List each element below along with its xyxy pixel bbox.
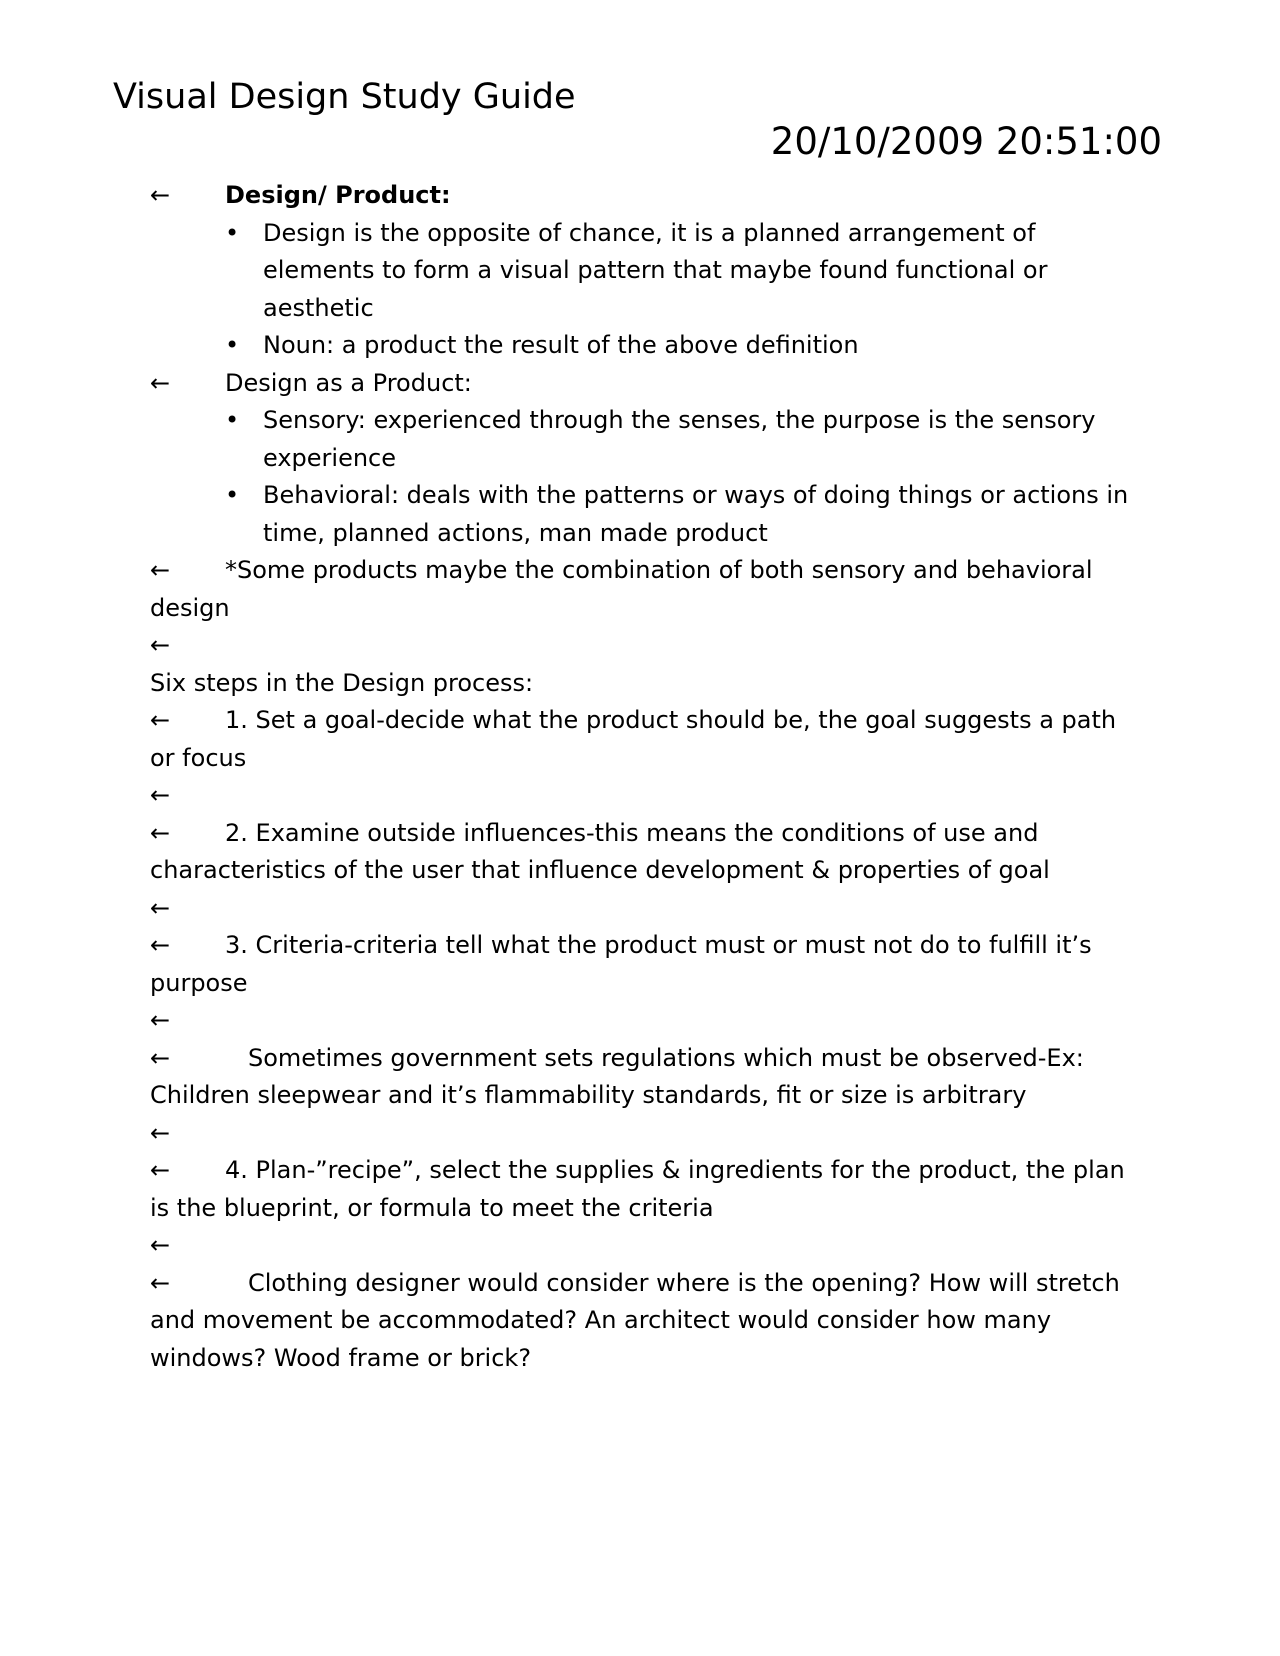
arrow-left-icon: ← xyxy=(150,1268,171,1297)
arrow-left-icon: ← xyxy=(150,631,171,659)
list-item xyxy=(225,215,1140,328)
bullet-list-design-product xyxy=(150,215,1140,365)
empty-paragraph xyxy=(150,890,1140,928)
arrow-left-icon: ← xyxy=(150,181,171,209)
list-item-text: Behavioral: deals with the patterns or ways of doing things or actions in time, planned actions, man made product xyxy=(263,481,1129,547)
arrow-left-icon: ← xyxy=(150,781,171,809)
paragraph-steps-intro: Six steps in the Design process: xyxy=(150,668,534,697)
heading-text: Design/ Product: xyxy=(225,181,451,209)
paragraph-step-4 xyxy=(150,1152,1140,1227)
empty-paragraph xyxy=(150,1002,1140,1040)
arrow-left-icon: ← xyxy=(150,1118,171,1147)
arrow-left-icon: ← xyxy=(150,818,171,847)
section-heading-design-product xyxy=(150,177,1140,215)
paragraph-text: 3. Criteria-criteria tell what the product must or must not do to fulfill it’s purpose xyxy=(150,931,1092,997)
bullet-icon: • xyxy=(225,406,240,434)
bullet-list-design-as-product xyxy=(150,402,1140,552)
arrow-left-icon: ← xyxy=(150,1043,171,1072)
paragraph-text: 1. Set a goal-decide what the product should be, the goal suggests a path or focus xyxy=(150,706,1117,772)
paragraph-text: Sometimes government sets regulations which must be observed-Ex: Children sleepwear and it’s flammability standards, fit or size is arbitrary xyxy=(150,1043,1084,1109)
arrow-left-icon: ← xyxy=(150,931,171,959)
arrow-left-icon: ← xyxy=(150,1156,171,1184)
empty-paragraph xyxy=(150,627,1140,665)
paragraph-step-1 xyxy=(150,702,1140,777)
list-item-text: Noun: a product the result of the above definition xyxy=(263,331,859,359)
paragraph-text: 2. Examine outside influences-this means the conditions of use and characteristics of the user that influence development & properties of goal xyxy=(150,818,1050,884)
document-date: 20/10/2009 20:51:00 xyxy=(770,120,1162,163)
bullet-icon: • xyxy=(225,331,240,359)
paragraph-text: Clothing designer would consider where is the opening? How will stretch and movement be accommodated? An architect would consider how many windows? Wood frame or brick? xyxy=(150,1268,1120,1372)
arrow-left-icon: ← xyxy=(150,1006,171,1034)
arrow-left-icon: ← xyxy=(150,1231,171,1259)
list-item xyxy=(225,477,1140,552)
paragraph-step-4-note xyxy=(150,1265,1140,1378)
list-item-text: Sensory: experienced through the senses, the purpose is the sensory experience xyxy=(263,406,1096,472)
list-item xyxy=(225,402,1140,477)
paragraph-step-3 xyxy=(150,927,1140,1002)
bullet-icon: • xyxy=(225,481,240,509)
paragraph-text: 4. Plan-”recipe”, select the supplies & ingredients for the product, the plan is the blueprint, or formula to meet the criteria xyxy=(150,1156,1125,1222)
paragraph-step-3-note xyxy=(150,1040,1140,1115)
heading-text: Design as a Product: xyxy=(225,368,472,397)
arrow-left-icon: ← xyxy=(150,556,171,584)
empty-paragraph xyxy=(150,777,1140,815)
paragraph-combination-note xyxy=(150,552,1140,627)
arrow-left-icon: ← xyxy=(150,893,171,922)
document-body xyxy=(150,177,1140,1377)
paragraph-text: *Some products maybe the combination of both sensory and behavioral design xyxy=(150,556,1093,622)
paragraph-step-2 xyxy=(150,815,1140,890)
list-item xyxy=(225,327,1140,365)
document-title: Visual Design Study Guide xyxy=(113,77,576,117)
empty-paragraph xyxy=(150,1227,1140,1265)
empty-paragraph xyxy=(150,1115,1140,1153)
arrow-left-icon: ← xyxy=(150,706,171,734)
bullet-icon: • xyxy=(225,218,240,247)
list-item-text: Design is the opposite of chance, it is a planned arrangement of elements to form a visual pattern that maybe found functional or aesthetic xyxy=(263,218,1048,322)
section-heading-design-as-product xyxy=(150,365,1140,403)
arrow-left-icon: ← xyxy=(150,368,171,397)
